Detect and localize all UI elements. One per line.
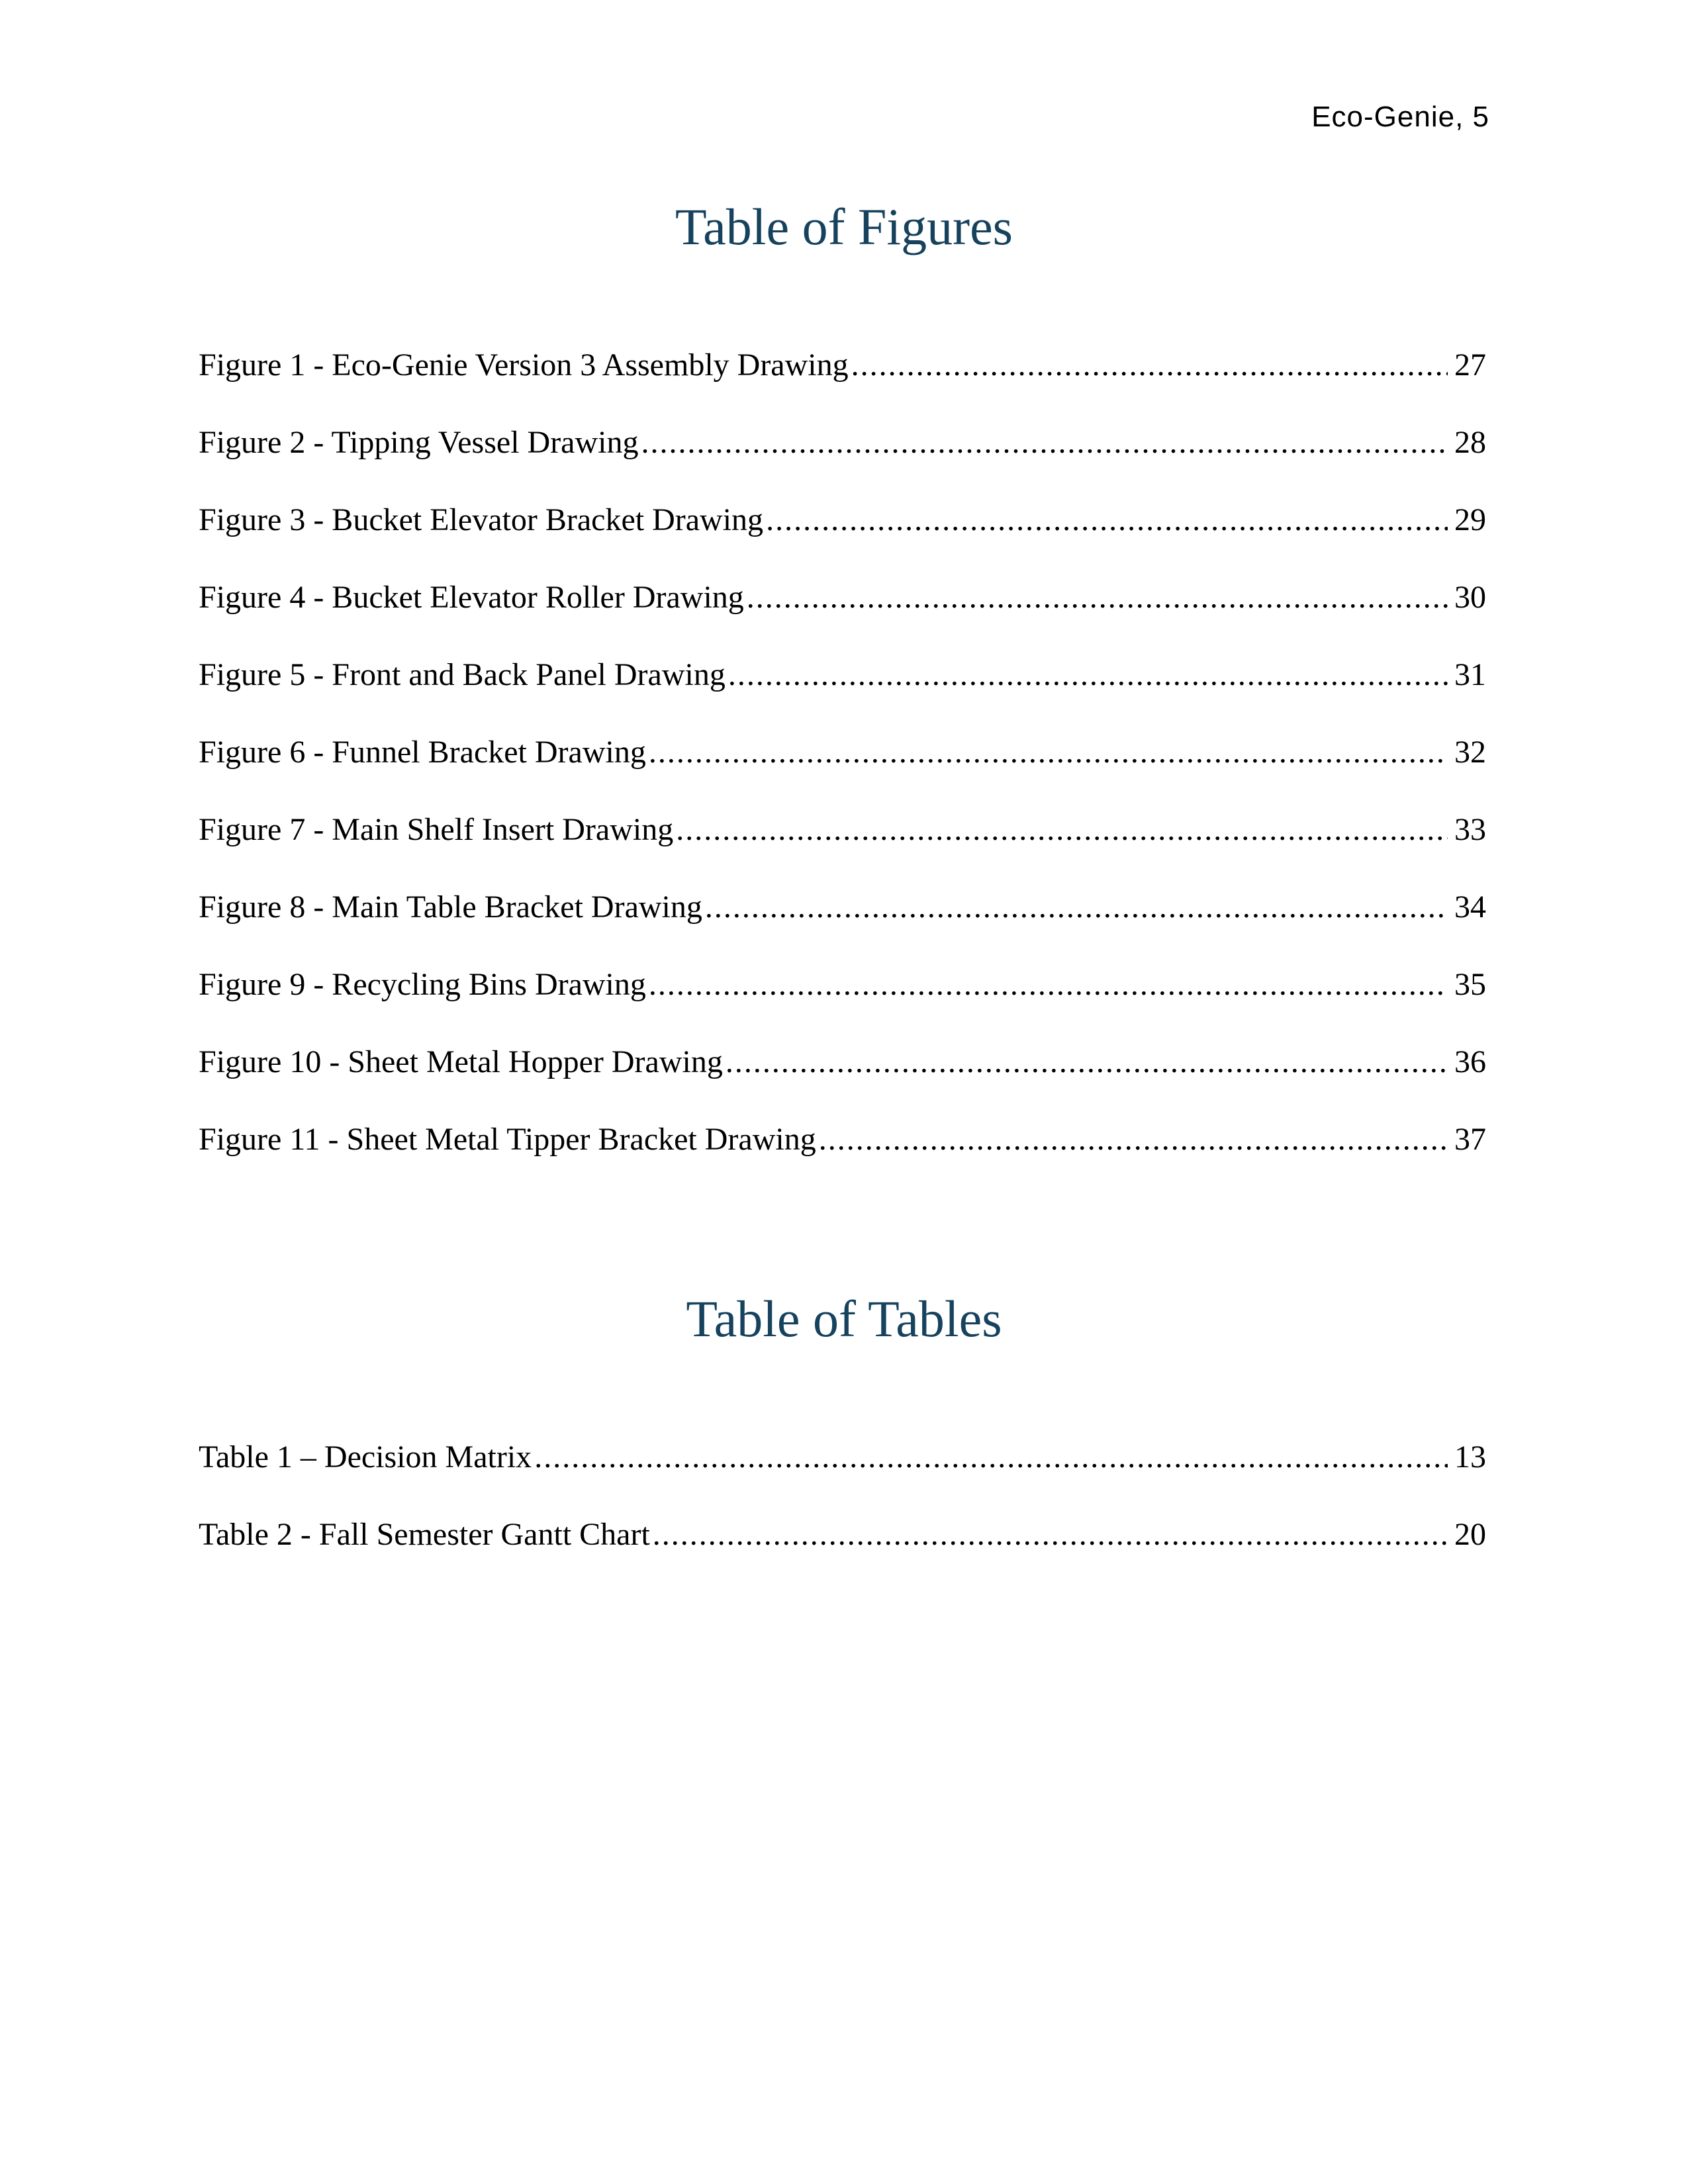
dot-leader [705, 886, 1448, 929]
running-header: Eco-Genie, 5 [1311, 101, 1489, 133]
toc-entry-page: 20 [1454, 1517, 1486, 1552]
toc-entry-page: 29 [1454, 502, 1486, 537]
toc-entry-label: Figure 8 - Main Table Bracket Drawing [199, 889, 702, 925]
toc-entry-figure-4[interactable] [199, 576, 1486, 654]
toc-entry-figure-1[interactable] [199, 344, 1486, 422]
dot-leader [851, 344, 1448, 387]
toc-entry-figure-5[interactable] [199, 654, 1486, 731]
toc-entry-figure-11[interactable] [199, 1118, 1486, 1196]
toc-entry-table-1[interactable] [199, 1436, 1486, 1514]
dot-leader [726, 1041, 1448, 1083]
dot-leader [766, 499, 1448, 541]
toc-entry-figure-9[interactable] [199, 964, 1486, 1041]
toc-entry-page: 28 [1454, 425, 1486, 460]
toc-entry-label: Table 2 - Fall Semester Gantt Chart [199, 1517, 650, 1552]
toc-entry-figure-6[interactable] [199, 731, 1486, 809]
dot-leader [649, 731, 1448, 774]
toc-entry-page: 31 [1454, 657, 1486, 692]
toc-entry-figure-3[interactable] [199, 499, 1486, 576]
toc-entry-table-2[interactable] [199, 1514, 1486, 1591]
toc-entry-page: 30 [1454, 580, 1486, 615]
dot-leader [649, 964, 1448, 1006]
toc-entry-label: Figure 4 - Bucket Elevator Roller Drawing [199, 580, 744, 615]
dot-leader [819, 1118, 1448, 1161]
toc-entry-label: Table 1 – Decision Matrix [199, 1439, 532, 1475]
tables-list [199, 1436, 1486, 1591]
dot-leader [676, 809, 1448, 851]
figures-list [199, 344, 1486, 1196]
toc-entry-page: 13 [1454, 1439, 1486, 1475]
toc-entry-figure-8[interactable] [199, 886, 1486, 964]
toc-entry-page: 36 [1454, 1044, 1486, 1079]
table-of-tables-title: Table of Tables [686, 1290, 1002, 1347]
table-of-figures-title: Table of Figures [675, 198, 1013, 255]
toc-entry-page: 32 [1454, 735, 1486, 770]
toc-entry-label: Figure 3 - Bucket Elevator Bracket Drawing [199, 502, 764, 537]
dot-leader [728, 654, 1448, 696]
toc-entry-label: Figure 9 - Recycling Bins Drawing [199, 967, 646, 1002]
toc-entry-figure-2[interactable] [199, 422, 1486, 499]
toc-entry-label: Figure 1 - Eco-Genie Version 3 Assembly Drawing [199, 347, 849, 383]
toc-entry-page: 37 [1454, 1122, 1486, 1157]
toc-entry-figure-7[interactable] [199, 809, 1486, 886]
dot-leader [641, 422, 1448, 464]
toc-entry-label: Figure 7 - Main Shelf Insert Drawing [199, 812, 674, 847]
toc-entry-label: Figure 6 - Funnel Bracket Drawing [199, 735, 646, 770]
toc-entry-figure-10[interactable] [199, 1041, 1486, 1118]
toc-entry-label: Figure 11 - Sheet Metal Tipper Bracket Drawing [199, 1122, 816, 1157]
dot-leader [747, 576, 1448, 619]
toc-entry-page: 34 [1454, 889, 1486, 925]
toc-entry-page: 33 [1454, 812, 1486, 847]
toc-entry-label: Figure 2 - Tipping Vessel Drawing [199, 425, 639, 460]
dot-leader [653, 1514, 1448, 1556]
toc-entry-label: Figure 5 - Front and Back Panel Drawing [199, 657, 726, 692]
dot-leader [534, 1436, 1448, 1479]
toc-entry-page: 35 [1454, 967, 1486, 1002]
toc-entry-label: Figure 10 - Sheet Metal Hopper Drawing [199, 1044, 723, 1079]
toc-entry-page: 27 [1454, 347, 1486, 383]
